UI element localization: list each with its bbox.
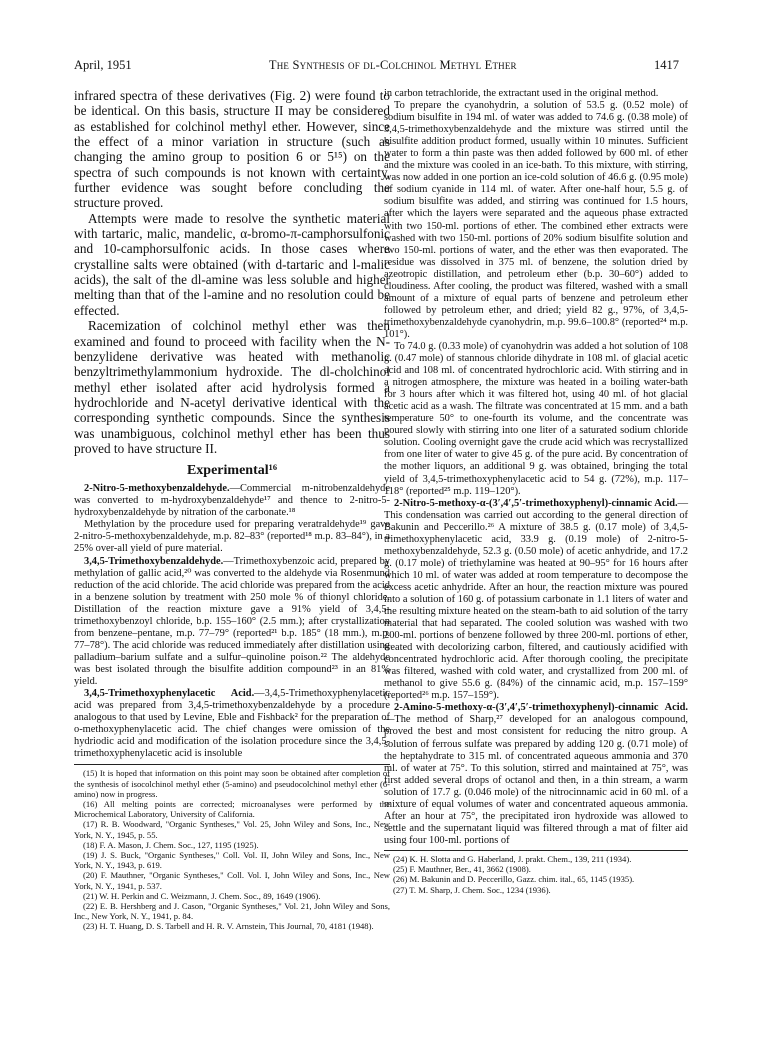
paragraph <box>74 688 390 760</box>
discussion-text <box>74 88 390 456</box>
paragraph <box>384 498 688 703</box>
paragraph <box>384 341 688 498</box>
paragraph <box>74 556 390 689</box>
paragraph-body: —This condensation was carried out according to the general direction of Bakunin and Peccerillo.²⁶ A mixture of 38.5 g. (0.17 mole) of 3,4,5-trimethoxyphenylacetic acid, 33.9 g. (0.19 mole) of 2-nitro-5-methoxybenzaldehyde, 52.3 g. (0.50 mole) of acetic anhydride, and 17.2 g. (0.17 mole) of triethylamine was heated at 90–95° for 16 hours after which 10 ml. of water was added at room temperature to decompose the excess acetic anhydride. After an hour, the reaction mixture was poured into a solution of 160 g. of potassium carbonate in 1.1 liters of water and the resulting mixture heated on the steam-bath to aid solution of the tarry material that had separated. The cooled solution was washed with two 200-ml. portions of benzene followed by three 200-ml. portions of ether, treated with decolorizing carbon, filtered, and cautiously acidified with concentrated hydrochloric acid. After thorough cooling, the precipitate was filtered, washed with cold water, and crystallized from 200 ml. of methanol to give 55.6 g. (84%) of the cinnamic acid, m.p. 157–159° (reported²⁶ m.p. 157–159°). <box>384 497 688 702</box>
footnote: (20) F. Mauthner, "Organic Syntheses," Coll. Vol. I, John Wiley and Sons, Inc., New York, N. Y., 1941, p. 537. <box>74 870 390 891</box>
paragraph-body: Methylation by the procedure used for preparing veratraldehyde¹⁹ gave 2-nitro-5-methoxybenzaldehyde, m.p. 82–83° (reported¹⁸ m.p. 83–84°), in a 25% over-all yield of pure material. <box>74 519 390 555</box>
footnote: (25) F. Mauthner, Ber., 41, 3662 (1908). <box>393 864 531 875</box>
header-date: April, 1951 <box>74 58 132 72</box>
footnote: (23) H. T. Huang, D. S. Tarbell and H. R. V. Arnstein, This Journal, 70, 4181 (1948). <box>83 921 374 932</box>
footnotes-right <box>384 850 688 895</box>
footnote: (16) All melting points are corrected; microanalyses were performed by the Microchemical Laboratory, University of California. <box>74 798 390 820</box>
left-column <box>74 88 390 932</box>
experimental-heading: Experimental¹⁶ <box>186 463 278 479</box>
paragraph <box>74 519 390 555</box>
paragraph-body: —Trimethoxybenzoic acid, prepared by methylation of gallic acid,²⁰ was converted to the aldehyde via Rosenmund reduction of the acid chloride. The acid chloride was prepared from the acid in a benzene solution by treatment with 250 mole % of thionyl chloride. Distillation of the reaction mixture gave a 91% yield of 3,4,5-trimethoxybenzoyl chloride, b.p. 155–160° (2.5 mm.); after crystallization from benzene–pentane, m.p. 77–79° (reported²¹ b.p. 185° (18 mm.), m.p. 77–78°). The acid chloride was reduced immediately after distillation using palladium–barium sulfate and a sulfur–quinoline poison.²² The aldehyde was best isolated through the bisulfite addition compound²³ in an 81% yield. <box>74 555 390 687</box>
footnote: (17) R. B. Woodward, "Organic Syntheses," Vol. 25, John Wiley and Sons, Inc., New York, N. Y., 1945, p. 55. <box>74 819 390 840</box>
experimental-text-continued <box>384 88 688 847</box>
footnote: (15) It is hoped that information on this point may soon be obtained after completion of the synthesis of isocolchinol methyl ether (5-amino) and pseudocolchinol methyl ether (6-amino) now in progress. <box>74 768 390 799</box>
footnote: (21) W. H. Perkin and C. Weizmann, J. Chem. Soc., 89, 1649 (1906). <box>83 890 321 901</box>
paragraph: Attempts were made to resolve the synthetic material with tartaric, malic, mandelic, α-bromo-π-camphorsulfonic and 10-camphorsulfonic acids. In those cases where crystalline salts were obtained (with d-tartaric and l-malic acids), the salt of the dl-amine was less soluble and higher melting than that of the l-amine and no resolution could be effected. <box>74 210 390 318</box>
paragraph-body: To prepare the cyanohydrin, a solution of 53.5 g. (0.52 mole) of sodium bisulfite in 194 ml. of water was added to 74.6 g. (0.38 mole) of 3,4,5-trimethoxybenzaldehyde and the mixture was stirred until the bisulfite addition product formed, usually within 10 minutes. Sufficient water to form a thin paste was then added followed by 600 ml. of ether and the mixture was cooled in an ice-bath. To this mixture, with stirring, was now added in one portion an ice-cold solution of 46.6 g. (0.95 mole) of sodium cyanide in 114 ml. of water. After one-half hour, 5.5 g. of sodium bisulfite was added, and stirring was continued for 1.5 hours, after which the layers were separated and the aqueous phase extracted with two 150-ml. portions of ether. The combined ether extracts were washed with two 150-ml. portions of 20% sodium bisulfite solution and two 150-ml. portions of water, and the ether was then evaporated. The residue was dissolved in 375 ml. of benzene, the solution dried by azeotropic distillation, and petroleum ether (b.p. 30–60°) added to cloudiness. After cooling, the product was filtered, washed with a small amount of a mixture of equal parts of benzene and petroleum ether followed by petroleum ether, and dried; yield 82 g., 97%, of 3,4,5-trimethoxybenzaldehyde cyanohydrin, m.p. 99.6–100.8° (reported²⁴ m.p. 101°). <box>384 100 688 340</box>
experimental-text <box>74 483 390 760</box>
footnote: (18) F. A. Mason, J. Chem. Soc., 127, 1195 (1925). <box>83 839 259 850</box>
paragraph <box>384 88 688 100</box>
paragraph-heading: 2-Nitro-5-methoxybenzaldehyde. <box>84 483 230 495</box>
paragraph-heading: 2-Amino-5-methoxy-α-(3′,4′,5′-trimethoxyphenyl)-cinnamic Acid. <box>394 702 688 714</box>
footnote: (26) M. Bakunin and D. Peccerillo, Gazz. chim. ital., 65, 1145 (1935). <box>393 874 635 885</box>
paragraph: infrared spectra of these derivatives (Fig. 2) were found to be identical. On this basis, structure II may be considered as established for colchinol methyl ether. However, since the effect of a minor variation in structure (such as changing the amino group to position 6 or 5¹⁵) on the spectra of such compounds is not known with certainty, further evidence was sought before concluding the structure proved. <box>74 88 390 211</box>
paragraph-body: —Commercial m-nitrobenzaldehyde was converted to m-hydroxybenzaldehyde¹⁷ and thence to 2-nitro-5-hydroxybenzaldehyde by nitration of the carbonate.¹⁸ <box>74 483 390 519</box>
right-column <box>384 88 688 895</box>
paragraph: Racemization of colchinol methyl ether was then examined and found to proceed with facility when the N-benzylidene derivative was heated with methanolic benzyltrimethylammonium hydroxide. The dl-cholchinol methyl ether isolated after acid hydrolysis formed a hydrochloride and N-acetyl derivative identical with the corresponding synthetic compounds. Since the synthesis was unambiguous, colchinol methyl ether has been thus proved to have structure II. <box>74 318 390 456</box>
paragraph <box>74 483 390 519</box>
paragraph-heading: 2-Nitro-5-methoxy-α-(3′,4′,5′-trimethoxyphenyl)-cinnamic Acid. <box>394 497 678 509</box>
paragraph-heading: 3,4,5-Trimethoxybenzaldehyde. <box>84 555 224 567</box>
paragraph-body: in carbon tetrachloride, the extractant used in the original method. <box>384 88 659 99</box>
footnote: (24) K. H. Slotta and G. Haberland, J. prakt. Chem., 139, 211 (1934). <box>393 853 632 864</box>
paragraph <box>384 702 688 847</box>
footnote: (27) T. M. Sharp, J. Chem. Soc., 1234 (1936). <box>393 884 551 895</box>
footnote: (22) E. B. Hershberg and J. Cason, "Organic Syntheses," Vol. 21, John Wiley and Sons, Inc., New York, N. Y., 1941, p. 84. <box>74 900 390 922</box>
paragraph-heading: 3,4,5-Trimethoxyphenylacetic Acid. <box>84 688 255 700</box>
paragraph-body: To 74.0 g. (0.33 mole) of cyanohydrin was added a hot solution of 108 g. (0.47 mole) of stannous chloride dihydrate in 108 ml. of glacial acetic acid and 108 ml. of concentrated hydrochloric acid. With stirring and in a nitrogen atmosphere, the mixture was heated in a boiling water-bath for 3 hours after which it was filtered hot, using 40 ml. of hot glacial acetic acid as a wash. The filtrate was concentrated at 15 mm. and a bath temperature 50° to one-fourth its volume, and the concentrate was poured slowly with stirring into one liter of a saturated sodium chloride solution. Cooling overnight gave the crude acid which was recrystallized from one liter of water to give 45 g. of the pure acid. By concentration of the mother liquors, an additional 9 g. was obtained, bringing the total yield of 3,4,5-trimethoxyphenylacetic acid to 54 g. (72%), m.p. 117–118° (reported²⁵ m.p. 119–120°). <box>384 340 688 497</box>
paragraph-body: —3,4,5-Trimethoxyphenylacetic acid was prepared from 3,4,5-trimethoxybenzaldehyde by a procedure analogous to that used by Levine, Eble and Fishback² for the preparation of o-methoxyphenylacetic acid. The chief changes were omission of the hydriodic acid and modification of the isolation procedure since the 3,4,5-trimethoxyphenylacetic acid is insoluble <box>74 688 390 760</box>
footnotes-left <box>74 764 390 931</box>
running-header <box>74 58 679 78</box>
paragraph <box>384 100 688 341</box>
header-title: The Synthesis of dl-Colchinol Methyl Ether <box>268 58 517 72</box>
header-page-number: 1417 <box>654 58 679 72</box>
paragraph-body: —The method of Sharp,²⁷ developed for an analogous compound, proved the best and most consistent for reducing the nitro group. A solution of ferrous sulfate was prepared by adding 120 g. (0.71 mole) of the heptahydrate to 315 ml. of concentrated aqueous ammonia and 370 ml. of water at 75°. To this solution, stirred and maintained at 75°, was first added several drops of octanol and then, in a thin stream, a warm solution of 17.7 g. (0.046 mole) of the nitrocinnamic acid in 60 ml. of a mixture of equal volumes of water and concentrated aqueous ammonia. After an hour at 75°, the precipitated iron hydroxide was allowed to settle and the supernatant liquid was filtered through a mat of filter aid using four 100-ml. portions of <box>384 714 688 846</box>
footnote: (19) J. S. Buck, "Organic Syntheses," Coll. Vol. II, John Wiley and Sons, Inc., New York, N. Y., 1943, p. 619. <box>74 849 390 871</box>
